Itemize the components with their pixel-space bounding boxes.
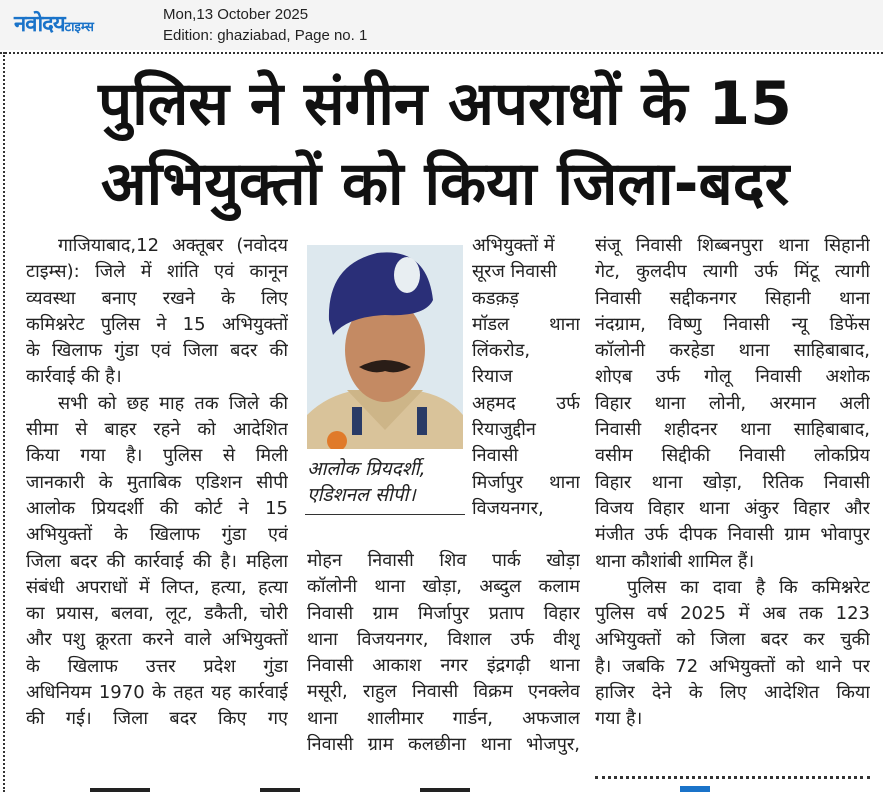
photo-caption [307, 456, 465, 508]
newspaper-logo[interactable] [14, 8, 94, 38]
article-column-2-narrow [472, 233, 580, 522]
text-line: जिला बदर की कार्रवाई की है। महिला [26, 550, 288, 572]
text-line: सभी को छह माह तक जिले की [58, 392, 288, 414]
edition-page: Edition: ghaziabad, Page no. 1 [163, 27, 368, 44]
text-line: हाजिर देने के लिए आदेशित किया [595, 682, 870, 704]
text-line: किया गया है। पुलिस से मिली [26, 445, 288, 467]
text-line: मॉडल थाना [472, 313, 580, 335]
logo-sub: टाइम्स [64, 20, 94, 35]
epaper-header [0, 0, 883, 50]
article-end-divider [595, 776, 870, 779]
text-line: सीमा से बाहर रहने को आदेशित [26, 419, 288, 441]
logo-main: नवोदय [14, 12, 65, 37]
text-line: कार्रवाई की है। [26, 366, 122, 388]
headline-line: पुलिस ने संगीन अपराधों के 15 [98, 69, 792, 139]
caption-name: आलोक प्रियदर्शी, [307, 458, 426, 480]
text-line: रियाज [472, 366, 513, 388]
text-line: पुलिस का दावा है कि कमिश्नरेट [627, 576, 870, 598]
article-column-3 [595, 233, 870, 733]
text-line: संजू निवासी शिब्बनपुरा थाना सिहानी [595, 235, 870, 256]
text-line: जानकारी के मुताबिक एडिशन सीपी [26, 471, 288, 493]
text-line: सूरज निवासी [472, 261, 557, 283]
text-line: के खिलाफ उत्तर प्रदेश गुंडा [26, 655, 288, 677]
text-line: मोहन निवासी शिव पार्क खोड़ा [307, 550, 580, 571]
text-line: निवासी शहीदनर थाना साहिबाबाद, [595, 419, 870, 441]
text-line: मसूरी, राहुल निवासी विक्रम एनक्लेव [307, 681, 580, 703]
text-line: संबंधी अपराधों में लिप्त, हत्या, हत्या [26, 576, 288, 598]
text-line: विहार थाना लोनी, अरमान अली [595, 392, 870, 414]
text-line: कॉलोनी करहेडा थाना साहिबाबाद, [595, 340, 870, 362]
text-line: लिंकरोड, [472, 340, 531, 362]
text-line: अहमद उर्फ [472, 392, 580, 414]
text-line: की गई। जिला बदर किए गए [26, 708, 288, 730]
text-line: मिर्जापुर थाना [472, 471, 580, 493]
clip-border-left [3, 52, 5, 792]
text-line: गाजियाबाद,12 अक्तूबर (नवोदय [58, 235, 288, 256]
text-line: निवासी ग्राम मिर्जापुर प्रताप विहार [307, 602, 580, 624]
text-line: निवासी आकाश नगर इंद्रगढ़ी थाना [307, 655, 580, 677]
text-line: विजय विहार थाना अंकुर विहार और [595, 497, 870, 519]
text-line: अभियुक्तों को जिला बदर कर चुकी [595, 629, 870, 651]
text-line: अभियुक्तों के खिलाफ गुंडा एवं [26, 524, 288, 546]
text-line: व्यवस्था बनाए रखने के लिए [26, 287, 288, 309]
text-line: थाना कौशांबी शामिल हैं। [595, 550, 755, 572]
caption-rule [305, 514, 465, 515]
text-line: रियाजुद्दीन [472, 419, 536, 441]
text-line: अधिनियम 1970 के तहत यह कार्रवाई [26, 682, 288, 704]
headline [20, 64, 870, 224]
caption-title: एडिशनल सीपी। [307, 484, 416, 506]
text-line: निवासी [472, 445, 519, 467]
text-line: थाना विजयनगर, विशाल उर्फ वीशू [307, 628, 580, 650]
text-line: विजयनगर, [472, 497, 544, 519]
text-line: गया है। [595, 708, 643, 730]
text-line: कॉलोनी थाना खोड़ा, अब्दुल कलाम [307, 576, 580, 598]
headline-line: अभियुक्तों को किया जिला-बदर [100, 149, 790, 219]
text-line: कमिश्नरेट पुलिस ने 15 अभियुक्तों [26, 313, 288, 335]
text-line: आलोक प्रियदर्शी की कोर्ट ने 15 [26, 497, 288, 519]
text-line: के खिलाफ गुंडा एवं जिला बदर की [26, 340, 288, 362]
text-line: गेट, कुलदीप त्यागी उर्फ मिंटू त्यागी [595, 261, 870, 283]
text-line: कडक़ड़ [472, 287, 519, 309]
text-line: वसीम सिद्दीकी निवासी लोकप्रिय [595, 445, 870, 467]
clip-border-top [0, 52, 883, 54]
officer-photo [307, 245, 463, 449]
text-line: मंजीत उर्फ दीपक निवासी ग्राम भोवापुर [595, 524, 870, 546]
text-line: है। जबकि 72 अभियुक्तों को थाने पर [595, 655, 870, 677]
article-column-1 [26, 233, 288, 733]
text-line: अभियुक्तों में [472, 235, 555, 256]
text-line: पुलिस वर्ष 2025 में अब तक 123 [595, 603, 870, 625]
text-line: विहार थाना खोड़ा, रितिक निवासी [595, 471, 870, 493]
edition-info [163, 4, 367, 46]
text-line: निवासी ग्राम कलछीना थाना भोजपुर, [307, 734, 580, 756]
issue-date: Mon,13 October 2025 [163, 6, 309, 23]
text-line: शोएब उर्फ गोलू निवासी अशोक [595, 366, 870, 388]
article-column-2-wide [307, 548, 580, 758]
text-line: नंदग्राम, विष्णु निवासी न्यू डिफेंस [595, 313, 870, 335]
text-line: थाना शालीमार गार्डन, अफजाल [307, 707, 580, 729]
next-article-headline-cut [90, 786, 790, 792]
text-line: का प्रयास, बलवा, लूट, डकैती, चोरी [26, 603, 288, 625]
text-line: और पशु क्रूरता करने वाले अभियुक्तों [26, 629, 288, 651]
text-line: निवासी सद्दीकनगर सिहानी थाना [595, 287, 870, 309]
text-line: टाइम्स): जिले में शांति एवं कानून [26, 261, 288, 283]
